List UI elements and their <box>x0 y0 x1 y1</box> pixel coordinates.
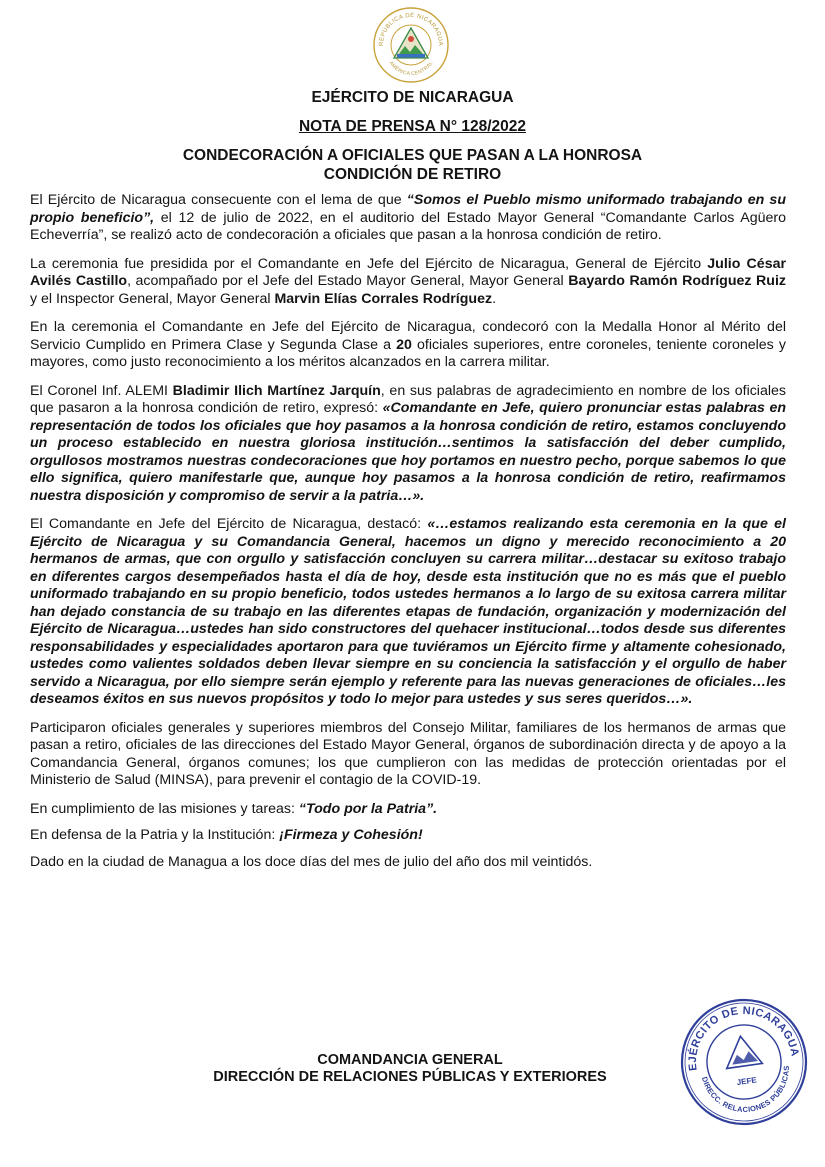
title-line-2: CONDICIÓN DE RETIRO <box>323 166 502 183</box>
press-release-title <box>0 146 825 184</box>
seal-bottom-text: AMÉRICA CENTRAL <box>387 60 435 78</box>
title-line-1: CONDECORACIÓN A OFICIALES QUE PASAN A LA HONROSA <box>182 147 643 164</box>
p1-text-2: el 12 de julio de 2022, en el auditorio del Estado Mayor General “Comandante Carlos Agüero Echeverría”, se realizó acto de condecoración a oficiales que pasan a la honrosa condición de retiro. <box>30 209 786 243</box>
p8-text-1: En defensa de la Patria y la Institución: <box>30 827 280 843</box>
p4-quote: «Comandante en Jefe, quiero pronunciar estas palabras en representación de todos los oficiales que hoy pasamos a la honrosa condición de retiro, estamos concluyendo un proceso establecido en nuestra gloriosa institución…sentimos la satisfacción del deber cumplido, orgullosos mostramos nuestras condecoraciones que hoy portamos en nuestro pecho, porque sabemos lo que ello significa, quiero manifestarle que, aunque hoy pasamos a la honrosa condición de retiro, reafirmamos nuestra disposición y compromiso de servir a la patria…». <box>30 400 787 504</box>
p1-motto-quote: “Somos el Pueblo mismo uniformado trabajando en su propio beneficio”, <box>30 192 786 226</box>
p4-text-2: , en sus palabras de agradecimiento en nombre de los oficiales que pasaron a la honrosa condición de retiro, expresó: <box>30 382 786 416</box>
press-note-number: NOTA DE PRENSA N° 128/2022 <box>298 118 526 135</box>
p2-name-1: Julio César Avilés Castillo <box>30 255 786 289</box>
p7-quote: “Todo por la Patria”. <box>298 800 438 817</box>
p5-text-1: El Comandante en Jefe del Ejército de Nicaragua, destacó: <box>30 516 428 532</box>
paragraph-dated <box>30 854 786 872</box>
p3-text-1: En la ceremonia el Comandante en Jefe del Ejército de Nicaragua, condecoró con la Medalla Honor al Mérito del Servicio Cumplido en Primera Clase y Segunda Clase a <box>30 319 786 353</box>
organization-title: EJÉRCITO DE NICARAGUA <box>311 89 514 106</box>
paragraph-presided <box>30 256 786 309</box>
paragraph-intro <box>30 192 786 245</box>
paragraph-commander-speech <box>30 516 786 709</box>
paragraph-mission <box>30 801 786 819</box>
p2-text-3: y el Inspector General, Mayor General <box>30 290 275 307</box>
p7-text-1: En cumplimiento de las misiones y tareas: <box>30 800 299 817</box>
paragraph-participants <box>30 720 786 790</box>
stamp-top-text: EJÉRCITO DE NICARAGUA <box>686 1004 801 1072</box>
paragraph-colonel-speech <box>30 383 786 506</box>
national-seal-icon <box>372 6 450 84</box>
p9-text-1: Dado en la ciudad de Managua a los doce días del mes de julio del año dos mil veintidós. <box>30 853 593 870</box>
official-stamp-icon <box>678 996 810 1128</box>
p1-text-1: El Ejército de Nicaragua consecuente con el lema de que <box>30 192 407 208</box>
p4-text-1: El Coronel Inf. ALEMI <box>30 382 173 399</box>
paragraph-defense <box>30 827 786 845</box>
document-body <box>30 192 786 880</box>
footer-line-1: COMANDANCIA GENERAL <box>317 1052 503 1068</box>
p8-quote: ¡Firmeza y Cohesión! <box>279 827 423 843</box>
p2-name-2: Bayardo Ramón Rodríguez Ruiz <box>568 273 786 289</box>
p2-text-1: La ceremonia fue presidida por el Comandante en Jefe del Ejército de Nicaragua, General de Ejército <box>30 255 708 272</box>
p2-name-3: Marvin Elías Corrales Rodríguez <box>274 290 493 307</box>
p3-text-2: oficiales superiores, entre coroneles, teniente coroneles y mayores, como justo reconocimiento a los méritos alcanzados en la carrera militar. <box>30 336 786 370</box>
p6-text-1: Participaron oficiales generales y superiores miembros del Consejo Militar, familiares de los hermanos de armas que pasan a retiro, oficiales de las direcciones del Estado Mayor General, órganos de subordinación directa y de apoyo a la Comandancia General, órganos comunes; los que cumplieron con las medidas de protección orientadas por el Ministerio de Salud (MINSA), para prevenir el contagio de la COVID-19. <box>30 719 786 788</box>
p4-name: Bladimir Ilich Martínez Jarquín <box>172 382 381 399</box>
stamp-bottom-text: DIRECC. RELACIONES PÚBLICAS <box>699 1065 791 1114</box>
p3-count: 20 <box>396 336 412 353</box>
seal-top-text: REPÚBLICA DE NICARAGUA <box>378 12 444 47</box>
paragraph-decoration <box>30 319 786 372</box>
stamp-center-text: JEFE <box>736 1075 758 1088</box>
p5-quote: «…estamos realizando esta ceremonia en la que el Ejército de Nicaragua y su Comandancia General, hacemos un digno y merecido reconocimiento a 20 hermanos de armas, que con orgullo y satisfacción concluyen su carrera militar…destacar su exitoso trabajo en diferentes cargos desempeñados hasta el día de hoy, desde esta institución que no es más que el pueblo uniformado trabajando en su propio beneficio, todos ustedes hermanos a lo largo de su exitosa carrera militar han dejado constancia de su trabajo en las diferentes etapas de fundación, organización y modernización del Ejército de Nicaragua…ustedes han sido constructores del quehacer institucional…todos desde sus diferentes responsabilidades y especialidades aportaron para que tuviéramos un Ejército firme y altamente cohesionado, ustedes como valientes soldados deben llevar siempre en su conciencia la satisfacción y el orgullo de haber servido a Nicaragua, por ello siempre serán ejemplo y referente para las nuevas generaciones de oficiales…les deseamos éxitos en sus nuevos propósitos y todo lo mejor para ustedes y sus seres queridos…». <box>30 516 786 707</box>
p2-text-2: , acompañado por el Jefe del Estado Mayor General, Mayor General <box>127 273 569 289</box>
p2-text-4: . <box>492 290 497 307</box>
footer-line-2: DIRECCIÓN DE RELACIONES PÚBLICAS Y EXTERIORES <box>213 1069 607 1085</box>
